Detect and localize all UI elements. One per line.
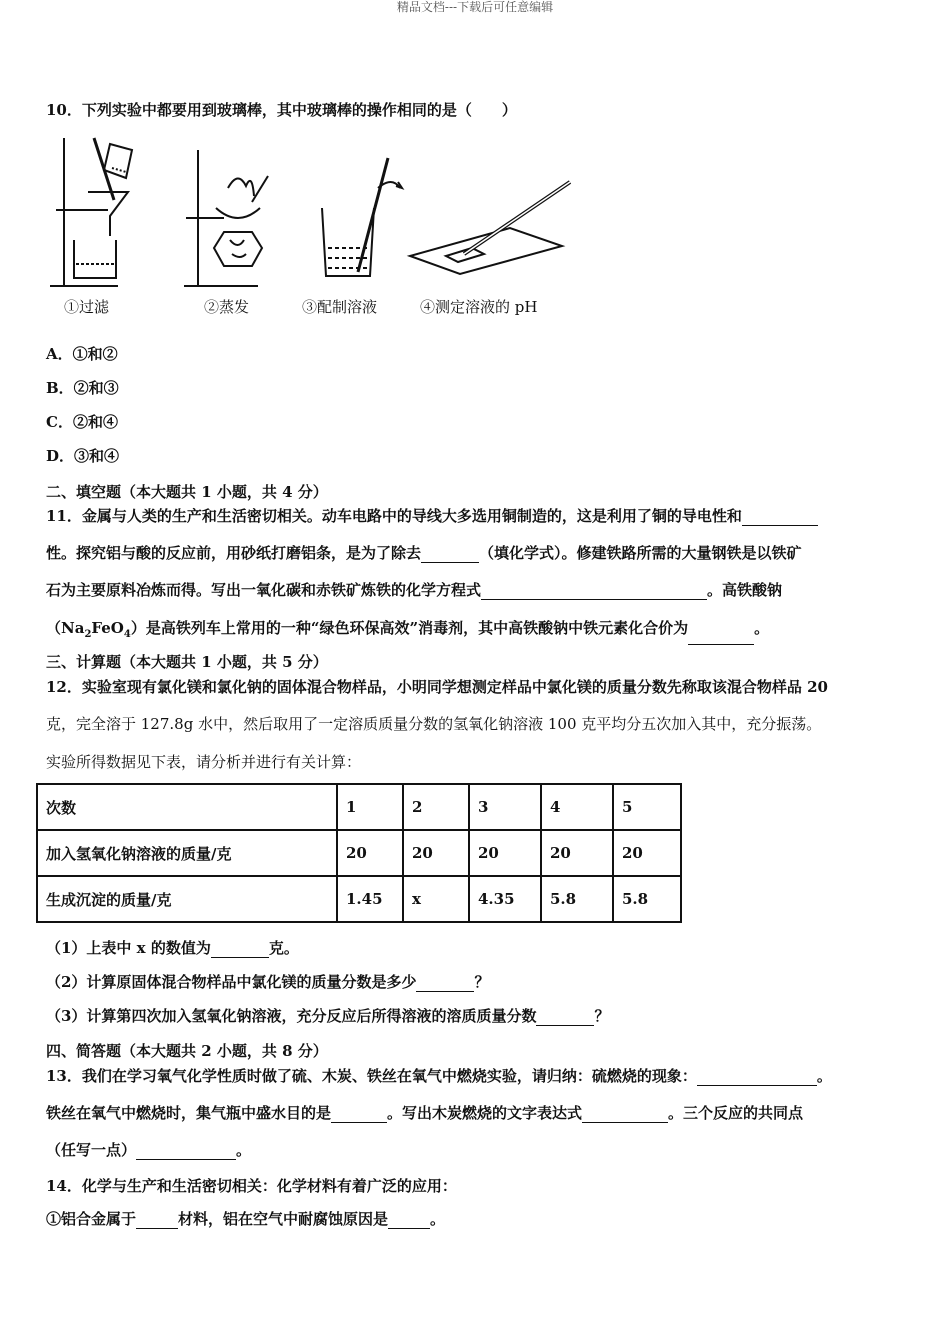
table-row	[37, 876, 681, 922]
table-cell: 5	[613, 784, 681, 830]
q11-line-4	[46, 618, 769, 645]
q13-line-2	[46, 1103, 803, 1123]
q14-line-1: 14．化学与生产和生活密切相关：化学材料有着广泛的应用：	[46, 1177, 457, 1195]
table-cell: 2	[403, 784, 469, 830]
q14-blank-1[interactable]	[136, 1212, 178, 1229]
q12-sub-2-text: （2）计算原固体混合物样品中氯化镁的质量分数是多少	[46, 973, 417, 991]
q11-text-1: 11．金属与人类的生产和生活密切相关。动车电路中的导线大多选用铜制造的，这是利用了铜的导电性和	[46, 507, 742, 525]
q13-text-1b: 。	[816, 1067, 832, 1085]
q12-line-3: 实验所得数据见下表，请分析并进行有关计算：	[46, 753, 362, 771]
table-cell: 3	[469, 784, 541, 830]
experiment-data-table	[36, 783, 682, 923]
q14-text-2c: 。	[430, 1210, 446, 1228]
table-cell: 生成沉淀的质量/克	[37, 876, 337, 922]
q13-line-1	[46, 1066, 832, 1086]
q12-sub-1-end: 克。	[268, 939, 299, 957]
formula-na: Na	[61, 619, 85, 637]
q13-text-3b: 。	[236, 1141, 252, 1159]
q12-sub-3-text: （3）计算第四次加入氢氧化钠溶液，充分反应后所得溶液的溶质质量分数	[46, 1007, 537, 1025]
q11-text-4b: ）是高铁列车上常用的一种“绿色环保高效”消毒剂，其中高铁酸钠中铁元素化合价为	[130, 619, 689, 637]
q13-blank-3[interactable]	[582, 1106, 668, 1123]
q11-blank-4[interactable]	[688, 628, 754, 645]
q11-text-4c: 。	[754, 619, 770, 637]
caption-measuring-ph: ④测定溶液的 pH	[420, 298, 538, 316]
table-cell: 20	[613, 830, 681, 876]
table-row	[37, 784, 681, 830]
table-cell: 20	[403, 830, 469, 876]
table-row	[37, 830, 681, 876]
table-cell: 5.8	[541, 876, 613, 922]
q14-line-2	[46, 1209, 445, 1229]
q14-text-2a: ①铝合金属于	[46, 1210, 137, 1228]
q11-line-3	[46, 580, 782, 600]
q11-text-3a: 石为主要原料冶炼而得。写出一氧化碳和赤铁矿炼铁的化学方程式	[46, 581, 482, 599]
q12-line-1: 12．实验室现有氯化镁和氯化钠的固体混合物样品，小明同学想测定样品中氯化镁的质量分数先称取该混合物样品 20	[46, 678, 828, 696]
q12-sub-1-text: （1）上表中 x 的数值为	[46, 939, 211, 957]
q11-text-3b: 。高铁酸钠	[707, 581, 783, 599]
table-cell: 加入氢氧化钠溶液的质量/克	[37, 830, 337, 876]
lab-figure	[46, 136, 586, 324]
q11-text-2b: （填化学式）。修建铁路所需的大量钢铁是以铁矿	[479, 544, 802, 562]
q14-text-2b: 材料，铝在空气中耐腐蚀原因是	[178, 1210, 389, 1228]
formula-feo: FeO	[91, 619, 124, 637]
page-header: 精品文档---下载后可任意编辑	[396, 0, 554, 14]
caption-evaporation: ②蒸发	[204, 298, 250, 316]
q13-text-2c: 。三个反应的共同点	[668, 1104, 804, 1122]
q11-line-2	[46, 543, 802, 563]
q10-option-b[interactable]: B．②和③	[46, 379, 119, 397]
q12-sub-2	[46, 972, 489, 992]
table-cell: 4.35	[469, 876, 541, 922]
section-calculation-heading: 三、计算题（本大题共 1 小题，共 5 分）	[46, 653, 328, 671]
q12-sub-2-end: ？	[474, 973, 490, 991]
table-cell: 次数	[37, 784, 337, 830]
q11-blank-3[interactable]	[481, 583, 707, 600]
caption-preparing-solution: ③配制溶液	[302, 298, 378, 316]
q10-option-d[interactable]: D．③和④	[46, 447, 120, 465]
q13-text-3a: （任写一点）	[46, 1141, 137, 1159]
q13-blank-4[interactable]	[136, 1143, 236, 1160]
q12-sub-3	[46, 1006, 609, 1026]
q14-blank-2[interactable]	[388, 1212, 430, 1229]
q10-stem: 10．下列实验中都要用到玻璃棒，其中玻璃棒的操作相同的是（ ）	[46, 101, 517, 119]
table-cell: 20	[541, 830, 613, 876]
q12-blank-2[interactable]	[416, 975, 474, 992]
q10-option-c[interactable]: C．②和④	[46, 413, 118, 431]
table-cell: x	[403, 876, 469, 922]
q12-sub-3-end: ？	[594, 1007, 610, 1025]
table-cell: 4	[541, 784, 613, 830]
q12-line-2: 克，完全溶于 127.8g 水中，然后取用了一定溶质质量分数的氢氧化钠溶液 100 克平均分五次加入其中，充分振荡。	[46, 715, 822, 733]
lab-apparatus-illustration	[46, 136, 586, 296]
q13-text-2b: 。写出木炭燃烧的文字表达式	[387, 1104, 583, 1122]
table-cell: 20	[469, 830, 541, 876]
q11-text-4a: （	[46, 619, 62, 637]
q13-text-1a: 13．我们在学习氧气化学性质时做了硫、木炭、铁丝在氧气中燃烧实验，请归纳：硫燃烧的现象：	[46, 1067, 697, 1085]
table-cell: 5.8	[613, 876, 681, 922]
table-cell: 1	[337, 784, 403, 830]
formula-na-subscript: 2	[84, 629, 92, 640]
table-cell: 1.45	[337, 876, 403, 922]
q12-blank-1[interactable]	[211, 941, 269, 958]
q13-text-2a: 铁丝在氧气中燃烧时，集气瓶中盛水目的是	[46, 1104, 332, 1122]
section-fill-blank-heading: 二、填空题（本大题共 1 小题，共 4 分）	[46, 483, 328, 501]
q13-blank-1[interactable]	[697, 1069, 817, 1086]
q11-text-2a: 性。探究铝与酸的反应前，用砂纸打磨铝条，是为了除去	[46, 544, 422, 562]
q11-blank-1[interactable]	[742, 509, 818, 526]
q11-line-1	[46, 506, 818, 526]
table-cell: 20	[337, 830, 403, 876]
caption-filtration: ①过滤	[64, 298, 110, 316]
q12-sub-1	[46, 938, 299, 958]
q11-blank-2[interactable]	[421, 546, 479, 563]
q12-blank-3[interactable]	[536, 1009, 594, 1026]
formula-feo-subscript: 4	[123, 629, 131, 640]
q13-blank-2[interactable]	[331, 1106, 387, 1123]
q13-line-3	[46, 1140, 251, 1160]
section-short-answer-heading: 四、简答题（本大题共 2 小题，共 8 分）	[46, 1042, 328, 1060]
q10-option-a[interactable]: A．①和②	[46, 345, 118, 363]
